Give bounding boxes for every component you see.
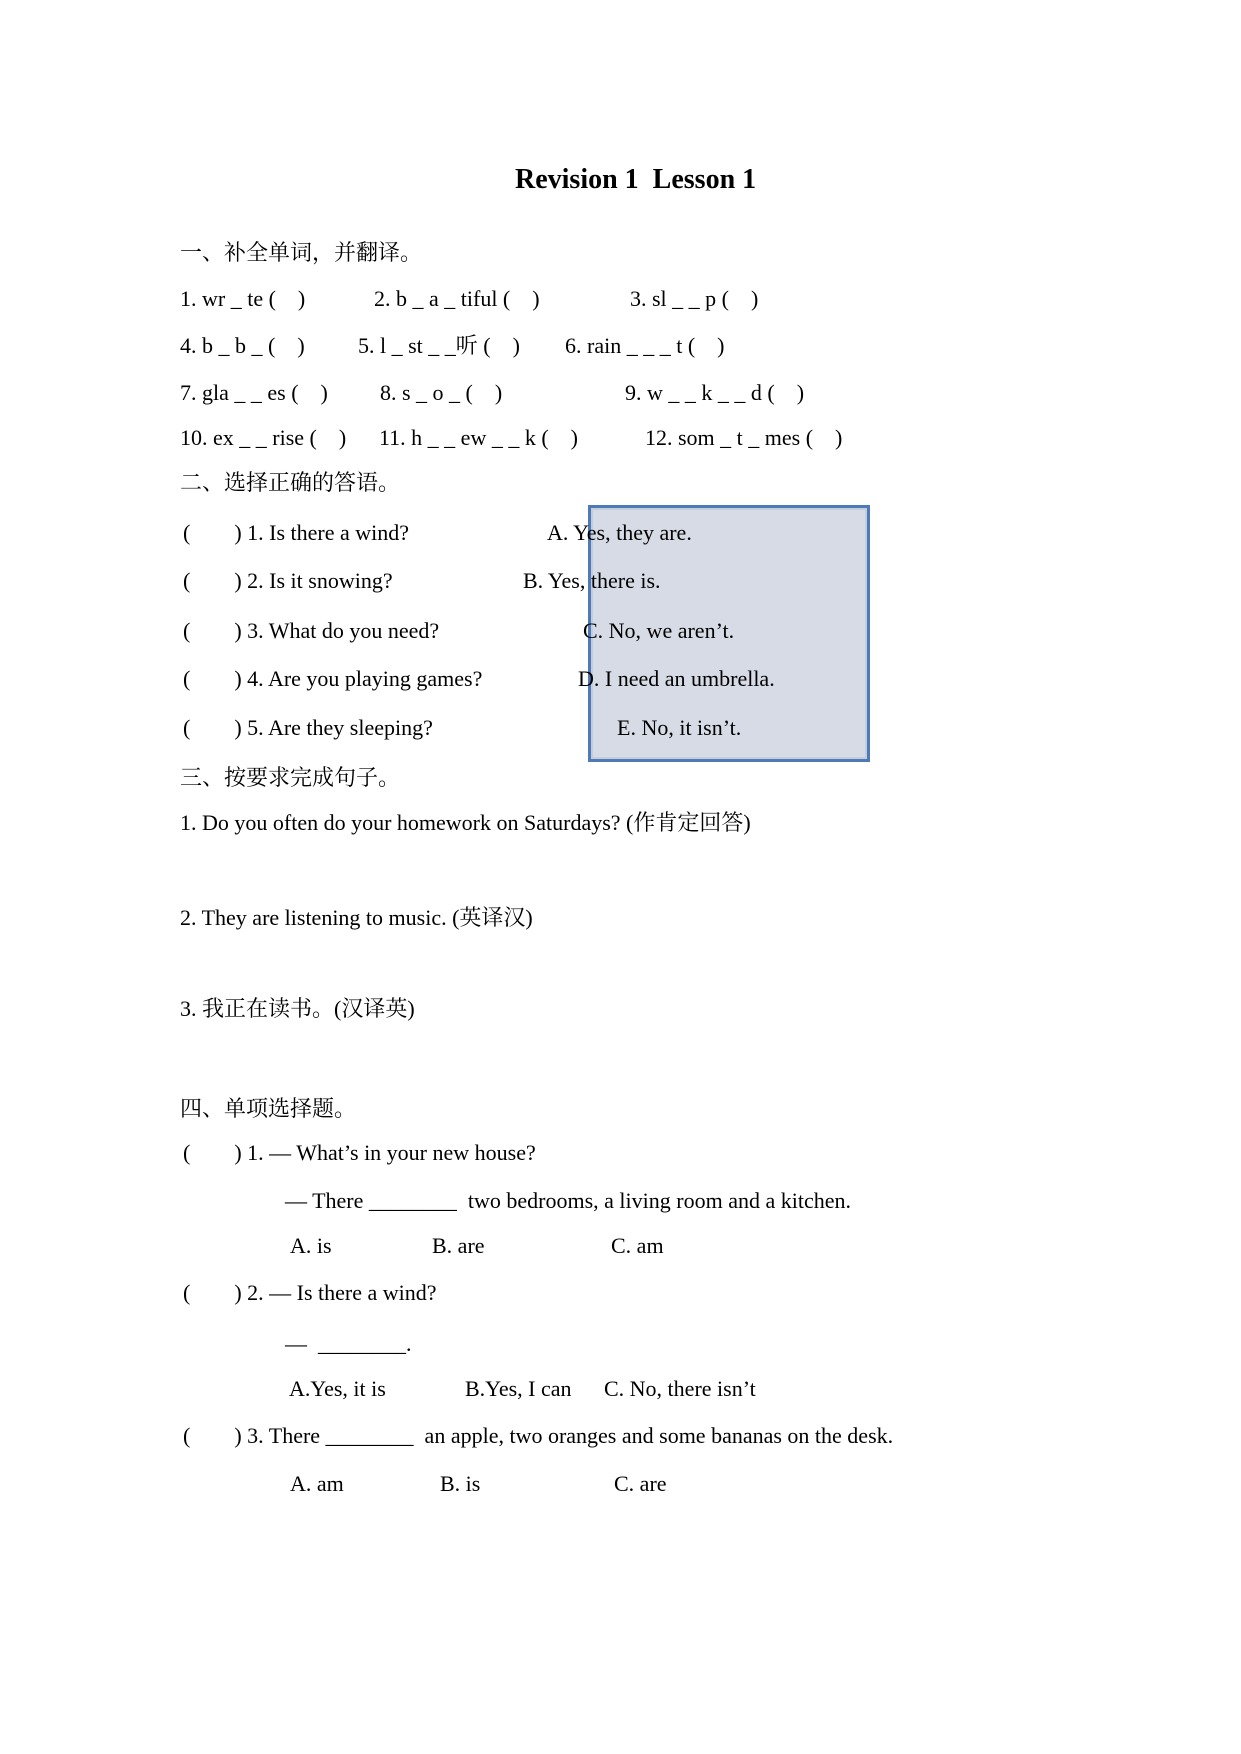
matching-question-4: ( ) 4. Are you playing games? — [183, 666, 483, 691]
mcq-3-question: ( ) 3. There ________ an apple, two oranges and some bananas on the desk. — [183, 1423, 894, 1448]
sentence-task-3: 3. 我正在读书。(汉译英) — [180, 996, 415, 1021]
word-item-4: 4. b _ b _ ( ) — [180, 333, 305, 358]
word-item-10: 10. ex _ _ rise ( ) — [180, 425, 347, 450]
sentence-task-2: 2. They are listening to music. (英译汉) — [180, 905, 533, 930]
matching-answer-a: A. Yes, they are. — [547, 520, 692, 545]
word-item-6: 6. rain _ _ _ t ( ) — [565, 333, 725, 358]
mcq-3-option-b: B. is — [440, 1471, 481, 1496]
word-item-9: 9. w _ _ k _ _ d ( ) — [625, 380, 805, 405]
section1-header: 一、补全单词，并翻译。 — [180, 240, 423, 265]
mcq-2-option-c: C. No, there isn’t — [604, 1376, 756, 1401]
word-item-5: 5. l _ st _ _听 ( ) — [358, 333, 520, 358]
mcq-3-option-a: A. am — [290, 1471, 344, 1496]
worksheet-title: Revision 1 Lesson 1 — [515, 164, 757, 195]
matching-answer-c: C. No, we aren’t. — [583, 618, 735, 643]
sentence-task-1: 1. Do you often do your homework on Saturdays? (作肯定回答) — [180, 810, 751, 835]
word-item-1: 1. wr _ te ( ) — [180, 286, 306, 311]
word-item-2: 2. b _ a _ tiful ( ) — [374, 286, 540, 311]
word-item-3: 3. sl _ _ p ( ) — [630, 286, 759, 311]
matching-question-1: ( ) 1. Is there a wind? — [183, 520, 410, 545]
matching-answer-d: D. I need an umbrella. — [578, 666, 775, 691]
section4-header: 四、单项选择题。 — [180, 1096, 357, 1121]
mcq-1-option-a: A. is — [290, 1233, 332, 1258]
word-item-8: 8. s _ o _ ( ) — [380, 380, 503, 405]
mcq-2-answer-line: — ________. — [285, 1331, 412, 1356]
mcq-1-fill-line: — There ________ two bedrooms, a living room and a kitchen. — [285, 1188, 851, 1213]
mcq-1-question: ( ) 1. — What’s in your new house? — [183, 1140, 536, 1165]
matching-answer-b: B. Yes, there is. — [523, 568, 661, 593]
section2-header: 二、选择正确的答语。 — [180, 470, 401, 495]
matching-answer-e: E. No, it isn’t. — [617, 715, 742, 740]
mcq-2-option-a: A.Yes, it is — [289, 1376, 386, 1401]
matching-question-5: ( ) 5. Are they sleeping? — [183, 715, 433, 740]
mcq-2-question: ( ) 2. — Is there a wind? — [183, 1280, 437, 1305]
mcq-1-option-c: C. am — [611, 1233, 664, 1258]
matching-question-3: ( ) 3. What do you need? — [183, 618, 440, 643]
mcq-3-option-c: C. are — [614, 1471, 667, 1496]
mcq-1-option-b: B. are — [432, 1233, 485, 1258]
matching-question-2: ( ) 2. Is it snowing? — [183, 568, 393, 593]
word-item-7: 7. gla _ _ es ( ) — [180, 380, 328, 405]
mcq-2-option-b: B.Yes, I can — [465, 1376, 572, 1401]
word-item-11: 11. h _ _ ew _ _ k ( ) — [379, 425, 578, 450]
section3-header: 三、按要求完成句子。 — [180, 765, 401, 790]
word-item-12: 12. som _ t _ mes ( ) — [645, 425, 843, 450]
